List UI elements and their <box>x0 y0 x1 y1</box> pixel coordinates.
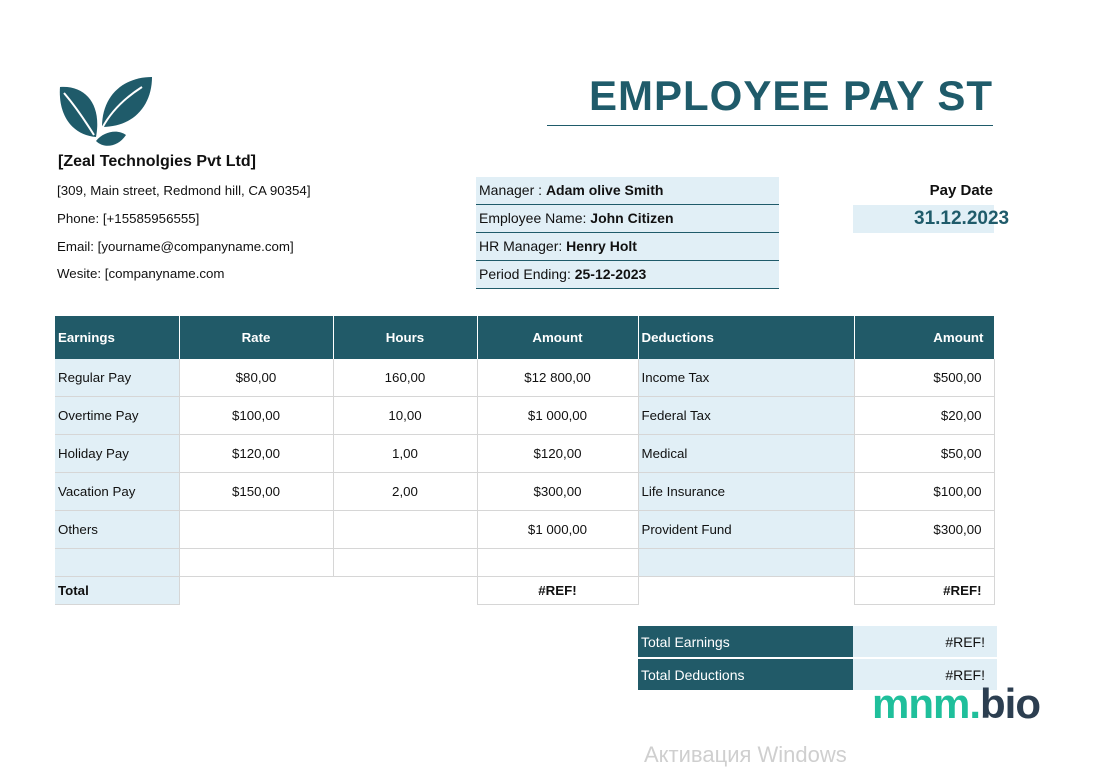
col-deductions: Deductions <box>638 316 854 359</box>
hours-cell: 160,00 <box>333 359 477 397</box>
document-title: EMPLOYEE PAY ST <box>588 72 993 119</box>
total-earnings-label: Total Earnings <box>638 626 853 658</box>
earning-label: Others <box>55 511 179 549</box>
employee-value: John Citizen <box>590 210 674 226</box>
employee-name-row <box>476 205 779 233</box>
deduction-amount-cell: $100,00 <box>854 473 994 511</box>
total-deductions-amount: #REF! <box>854 577 994 605</box>
deduction-amount-cell: $300,00 <box>854 511 994 549</box>
amount-cell: $120,00 <box>477 435 638 473</box>
table-row <box>55 511 994 549</box>
table-row <box>55 473 994 511</box>
rate-cell: $100,00 <box>179 397 333 435</box>
title-divider <box>547 125 993 126</box>
empty-cell <box>477 549 638 577</box>
rate-cell: $80,00 <box>179 359 333 397</box>
deduction-label: Federal Tax <box>638 397 854 435</box>
table-header-row <box>55 316 994 359</box>
earning-label: Vacation Pay <box>55 473 179 511</box>
total-deductions-label: Total Deductions <box>638 658 853 691</box>
hours-cell: 2,00 <box>333 473 477 511</box>
period-ending-row <box>476 261 779 289</box>
employee-info-block <box>476 177 779 289</box>
total-deductions-value: #REF! <box>853 658 997 691</box>
earning-label: Overtime Pay <box>55 397 179 435</box>
deduction-label: Life Insurance <box>638 473 854 511</box>
rate-cell: $120,00 <box>179 435 333 473</box>
watermark-part1: mnm. <box>872 680 981 727</box>
deduction-label: Provident Fund <box>638 511 854 549</box>
empty-cell <box>179 549 333 577</box>
table-row <box>55 359 994 397</box>
hours-cell: 10,00 <box>333 397 477 435</box>
company-name: [Zeal Technolgies Pvt Ltd] <box>58 153 256 170</box>
col-deduction-amount: Amount <box>854 316 994 359</box>
manager-value: Adam olive Smith <box>545 182 664 198</box>
rate-cell <box>179 511 333 549</box>
table-row <box>55 397 994 435</box>
empty-cell <box>854 549 994 577</box>
total-earnings-amount: #REF! <box>477 577 638 605</box>
pay-date-text: 31.12.2023 <box>914 208 1010 229</box>
manager-label: Manager : <box>479 182 546 198</box>
company-email: Email: [yourname@companyname.com] <box>57 239 294 254</box>
empty-cell <box>55 549 179 577</box>
table-row <box>55 435 994 473</box>
deduction-amount-cell: $50,00 <box>854 435 994 473</box>
hr-manager-row <box>476 233 779 261</box>
pay-table <box>55 316 995 605</box>
pay-date-value <box>853 205 1010 233</box>
hr-value: Henry Holt <box>566 238 637 254</box>
hours-cell: 1,00 <box>333 435 477 473</box>
empty-cell <box>333 577 477 605</box>
earning-label: Regular Pay <box>55 359 179 397</box>
summary-row <box>638 626 997 658</box>
windows-activation-overlay: Активация Windows <box>644 742 847 767</box>
col-earnings: Earnings <box>55 316 179 359</box>
empty-cell <box>638 549 854 577</box>
empty-cell <box>179 577 333 605</box>
deduction-amount-cell: $20,00 <box>854 397 994 435</box>
rate-cell: $150,00 <box>179 473 333 511</box>
deduction-label: Income Tax <box>638 359 854 397</box>
company-phone: Phone: [+15585956555] <box>57 211 200 226</box>
manager-row <box>476 177 779 205</box>
deduction-label: Medical <box>638 435 854 473</box>
amount-cell: $300,00 <box>477 473 638 511</box>
site-watermark <box>872 680 1040 728</box>
empty-cell <box>333 549 477 577</box>
watermark-part2: bio <box>980 680 1040 727</box>
total-row <box>55 577 994 605</box>
pay-date-label: Pay Date <box>929 182 993 199</box>
total-label: Total <box>55 577 179 605</box>
employee-label: Employee Name: <box>479 210 591 226</box>
period-value: 25-12-2023 <box>574 266 647 282</box>
earning-label: Holiday Pay <box>55 435 179 473</box>
leaf-logo-icon <box>58 75 154 151</box>
amount-cell: $1 000,00 <box>477 397 638 435</box>
col-hours: Hours <box>333 316 477 359</box>
company-website: Wesite: [companyname.com <box>57 266 225 281</box>
total-earnings-value: #REF! <box>853 626 997 658</box>
hr-label: HR Manager: <box>479 238 567 254</box>
deduction-amount-cell: $500,00 <box>854 359 994 397</box>
hours-cell <box>333 511 477 549</box>
company-address: [309, Main street, Redmond hill, CA 90354] <box>57 183 311 198</box>
col-rate: Rate <box>179 316 333 359</box>
col-amount: Amount <box>477 316 638 359</box>
blank-row <box>55 549 994 577</box>
amount-cell: $1 000,00 <box>477 511 638 549</box>
empty-cell <box>638 577 854 605</box>
amount-cell: $12 800,00 <box>477 359 638 397</box>
period-label: Period Ending: <box>479 266 575 282</box>
